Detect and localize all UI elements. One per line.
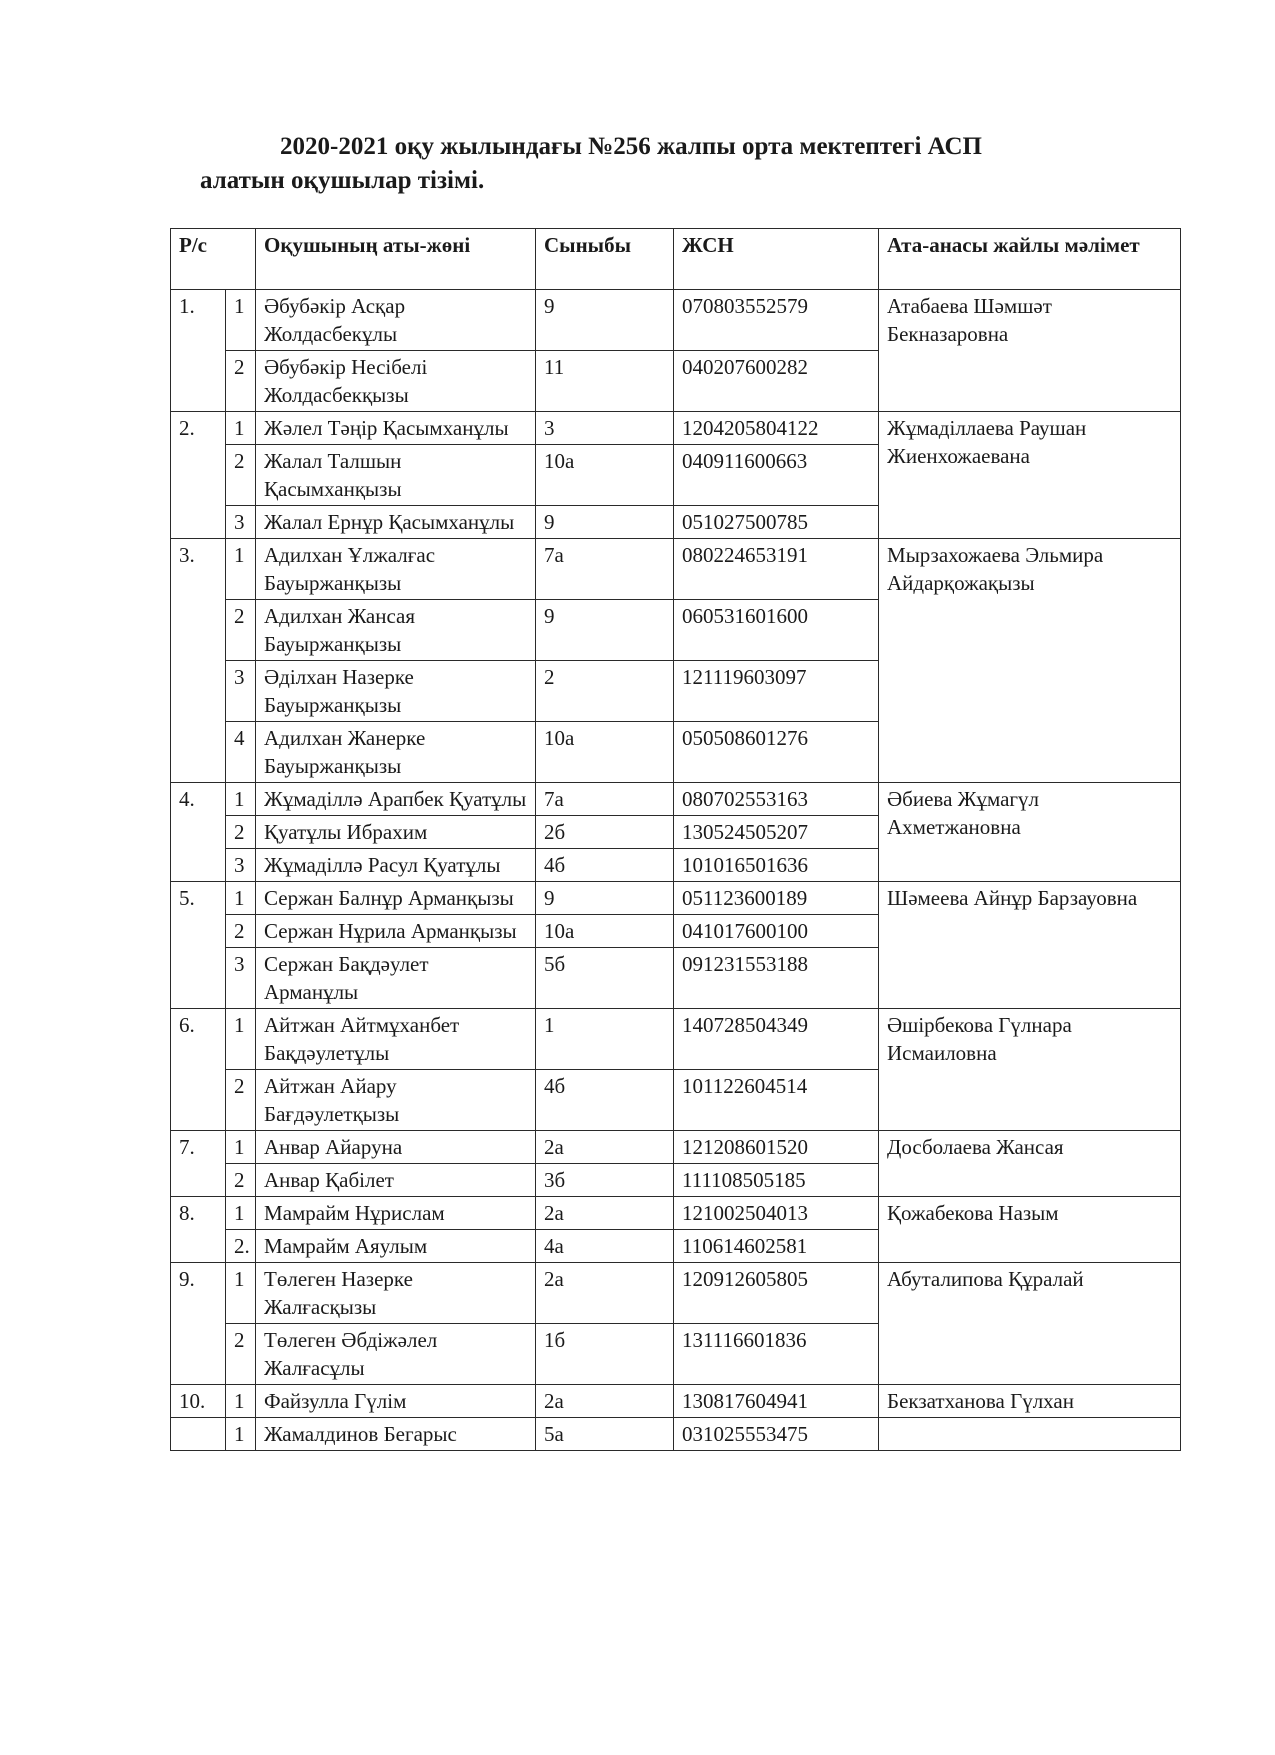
student-grade: 9	[536, 290, 674, 351]
student-index: 1	[226, 412, 256, 445]
header-iin: ЖСН	[674, 229, 879, 290]
student-iin: 051027500785	[674, 506, 879, 539]
header-num: Р/с	[171, 229, 256, 290]
header-name: Оқушының аты-жөні	[256, 229, 536, 290]
student-index: 4	[226, 722, 256, 783]
student-name: Қуатұлы Ибрахим	[256, 816, 536, 849]
student-index: 1	[226, 1131, 256, 1164]
student-grade: 11	[536, 351, 674, 412]
student-grade: 1б	[536, 1324, 674, 1385]
document-title	[200, 130, 1120, 198]
student-iin: 101122604514	[674, 1070, 879, 1131]
student-index: 2	[226, 816, 256, 849]
student-grade: 9	[536, 506, 674, 539]
student-iin: 070803552579	[674, 290, 879, 351]
group-number: 8.	[171, 1197, 226, 1263]
student-iin: 131116601836	[674, 1324, 879, 1385]
group-number: 3.	[171, 539, 226, 783]
student-iin: 040911600663	[674, 445, 879, 506]
student-index: 1	[226, 1197, 256, 1230]
student-name: Жұмаділлә Расул Қуатұлы	[256, 849, 536, 882]
student-grade: 7а	[536, 783, 674, 816]
student-grade: 2	[536, 661, 674, 722]
table-body	[171, 290, 1181, 1451]
student-iin: 120912605805	[674, 1263, 879, 1324]
student-grade: 10а	[536, 915, 674, 948]
student-iin: 140728504349	[674, 1009, 879, 1070]
student-grade: 4а	[536, 1230, 674, 1263]
student-iin: 130524505207	[674, 816, 879, 849]
table-row	[171, 882, 1181, 915]
student-index: 1	[226, 1009, 256, 1070]
student-index: 2	[226, 445, 256, 506]
table-row	[171, 1263, 1181, 1324]
student-iin: 110614602581	[674, 1230, 879, 1263]
student-index: 1	[226, 1385, 256, 1418]
student-name: Жалал Ернұр Қасымханұлы	[256, 506, 536, 539]
parent-info: Жұмаділлаева Раушан Жиенхожаевана	[879, 412, 1181, 539]
student-grade: 9	[536, 882, 674, 915]
header-parent: Ата-анасы жайлы мәлімет	[879, 229, 1181, 290]
parent-info: Бекзатханова Гүлхан	[879, 1385, 1181, 1418]
student-iin: 121208601520	[674, 1131, 879, 1164]
student-grade: 9	[536, 600, 674, 661]
table-row	[171, 290, 1181, 351]
student-index: 1	[226, 1263, 256, 1324]
group-number: 9.	[171, 1263, 226, 1385]
student-grade: 2а	[536, 1385, 674, 1418]
student-name: Сержан Бақдәулет Арманұлы	[256, 948, 536, 1009]
student-index: 1	[226, 539, 256, 600]
group-number: 4.	[171, 783, 226, 882]
student-iin: 031025553475	[674, 1418, 879, 1451]
student-iin: 101016501636	[674, 849, 879, 882]
student-name: Әбубәкір Несібелі Жолдасбекқызы	[256, 351, 536, 412]
student-name: Мамрайм Нұрислам	[256, 1197, 536, 1230]
table-row	[171, 783, 1181, 816]
student-grade: 5б	[536, 948, 674, 1009]
parent-info: Әбиева Жұмагүл Ахметжановна	[879, 783, 1181, 882]
student-grade: 3б	[536, 1164, 674, 1197]
group-number: 6.	[171, 1009, 226, 1131]
group-number: 5.	[171, 882, 226, 1009]
parent-info: Шәмеева Айнұр Барзауовна	[879, 882, 1181, 1009]
group-number	[171, 1418, 226, 1451]
student-grade: 3	[536, 412, 674, 445]
student-iin: 121002504013	[674, 1197, 879, 1230]
student-name: Төлеген Әбдіжәлел Жалғасұлы	[256, 1324, 536, 1385]
student-name: Айтжан Айтмұханбет Бақдәулетұлы	[256, 1009, 536, 1070]
group-number: 2.	[171, 412, 226, 539]
group-number: 1.	[171, 290, 226, 412]
student-index: 2	[226, 1164, 256, 1197]
student-iin: 091231553188	[674, 948, 879, 1009]
parent-info: Әшірбекова Гүлнара Исмаиловна	[879, 1009, 1181, 1131]
student-grade: 4б	[536, 849, 674, 882]
student-name: Мамрайм Аяулым	[256, 1230, 536, 1263]
title-line-1: 2020-2021 оқу жылындағы №256 жалпы орта мектептегі АСП	[280, 133, 982, 160]
student-grade: 2а	[536, 1197, 674, 1230]
student-iin: 080224653191	[674, 539, 879, 600]
parent-info	[879, 1418, 1181, 1451]
student-iin: 040207600282	[674, 351, 879, 412]
parent-info: Досболаева Жансая	[879, 1131, 1181, 1197]
group-number: 7.	[171, 1131, 226, 1197]
title-line-2: алатын оқушылар тізімі.	[200, 167, 485, 194]
student-name: Файзулла Гүлім	[256, 1385, 536, 1418]
student-iin: 050508601276	[674, 722, 879, 783]
student-name: Сержан Балнұр Арманқызы	[256, 882, 536, 915]
student-index: 1	[226, 882, 256, 915]
student-grade: 2а	[536, 1263, 674, 1324]
header-grade: Сыныбы	[536, 229, 674, 290]
student-name: Жәлел Тәңір Қасымханұлы	[256, 412, 536, 445]
student-name: Адилхан Жансая Бауыржанқызы	[256, 600, 536, 661]
student-index: 1	[226, 290, 256, 351]
student-grade: 2а	[536, 1131, 674, 1164]
table-row	[171, 1197, 1181, 1230]
student-grade: 10а	[536, 722, 674, 783]
student-index: 3	[226, 948, 256, 1009]
student-index: 2	[226, 1324, 256, 1385]
student-index: 2	[226, 915, 256, 948]
student-name: Төлеген Назерке Жалғасқызы	[256, 1263, 536, 1324]
student-grade: 1	[536, 1009, 674, 1070]
student-index: 1	[226, 783, 256, 816]
student-name: Айтжан Айару Бағдәулетқызы	[256, 1070, 536, 1131]
student-grade: 7а	[536, 539, 674, 600]
student-name: Әбубәкір Асқар Жолдасбекұлы	[256, 290, 536, 351]
student-iin: 060531601600	[674, 600, 879, 661]
student-iin: 130817604941	[674, 1385, 879, 1418]
parent-info: Абуталипова Құралай	[879, 1263, 1181, 1385]
student-iin: 111108505185	[674, 1164, 879, 1197]
student-grade: 10а	[536, 445, 674, 506]
student-name: Адилхан Жанерке Бауыржанқызы	[256, 722, 536, 783]
student-grade: 4б	[536, 1070, 674, 1131]
student-iin: 080702553163	[674, 783, 879, 816]
group-number: 10.	[171, 1385, 226, 1418]
table-row	[171, 412, 1181, 445]
student-name: Жамалдинов Бегарыс	[256, 1418, 536, 1451]
student-name: Анвар Қабілет	[256, 1164, 536, 1197]
table-row	[171, 1009, 1181, 1070]
parent-info: Атабаева Шәмшәт Бекназаровна	[879, 290, 1181, 412]
student-index: 3	[226, 849, 256, 882]
student-grade: 2б	[536, 816, 674, 849]
table-row	[171, 1385, 1181, 1418]
student-index: 2	[226, 1070, 256, 1131]
student-index: 2.	[226, 1230, 256, 1263]
student-index: 2	[226, 351, 256, 412]
student-name: Әділхан Назерке Бауыржанқызы	[256, 661, 536, 722]
student-index: 1	[226, 1418, 256, 1451]
student-name: Адилхан Ұлжалғас Бауыржанқызы	[256, 539, 536, 600]
student-grade: 5а	[536, 1418, 674, 1451]
student-index: 2	[226, 600, 256, 661]
student-iin: 121119603097	[674, 661, 879, 722]
parent-info: Қожабекова Назым	[879, 1197, 1181, 1263]
table-row	[171, 539, 1181, 600]
students-table	[170, 228, 1181, 1451]
student-name: Сержан Нұрила Арманқызы	[256, 915, 536, 948]
student-iin: 041017600100	[674, 915, 879, 948]
student-name: Жұмаділлә Арапбек Қуатұлы	[256, 783, 536, 816]
student-name: Жалал Талшын Қасымханқызы	[256, 445, 536, 506]
student-index: 3	[226, 506, 256, 539]
table-row	[171, 1131, 1181, 1164]
table-header-row	[171, 229, 1181, 290]
student-index: 3	[226, 661, 256, 722]
student-iin: 051123600189	[674, 882, 879, 915]
parent-info: Мырзахожаева Эльмира Айдарқожақызы	[879, 539, 1181, 783]
table-row	[171, 1418, 1181, 1451]
student-iin: 1204205804122	[674, 412, 879, 445]
student-name: Анвар Айаруна	[256, 1131, 536, 1164]
